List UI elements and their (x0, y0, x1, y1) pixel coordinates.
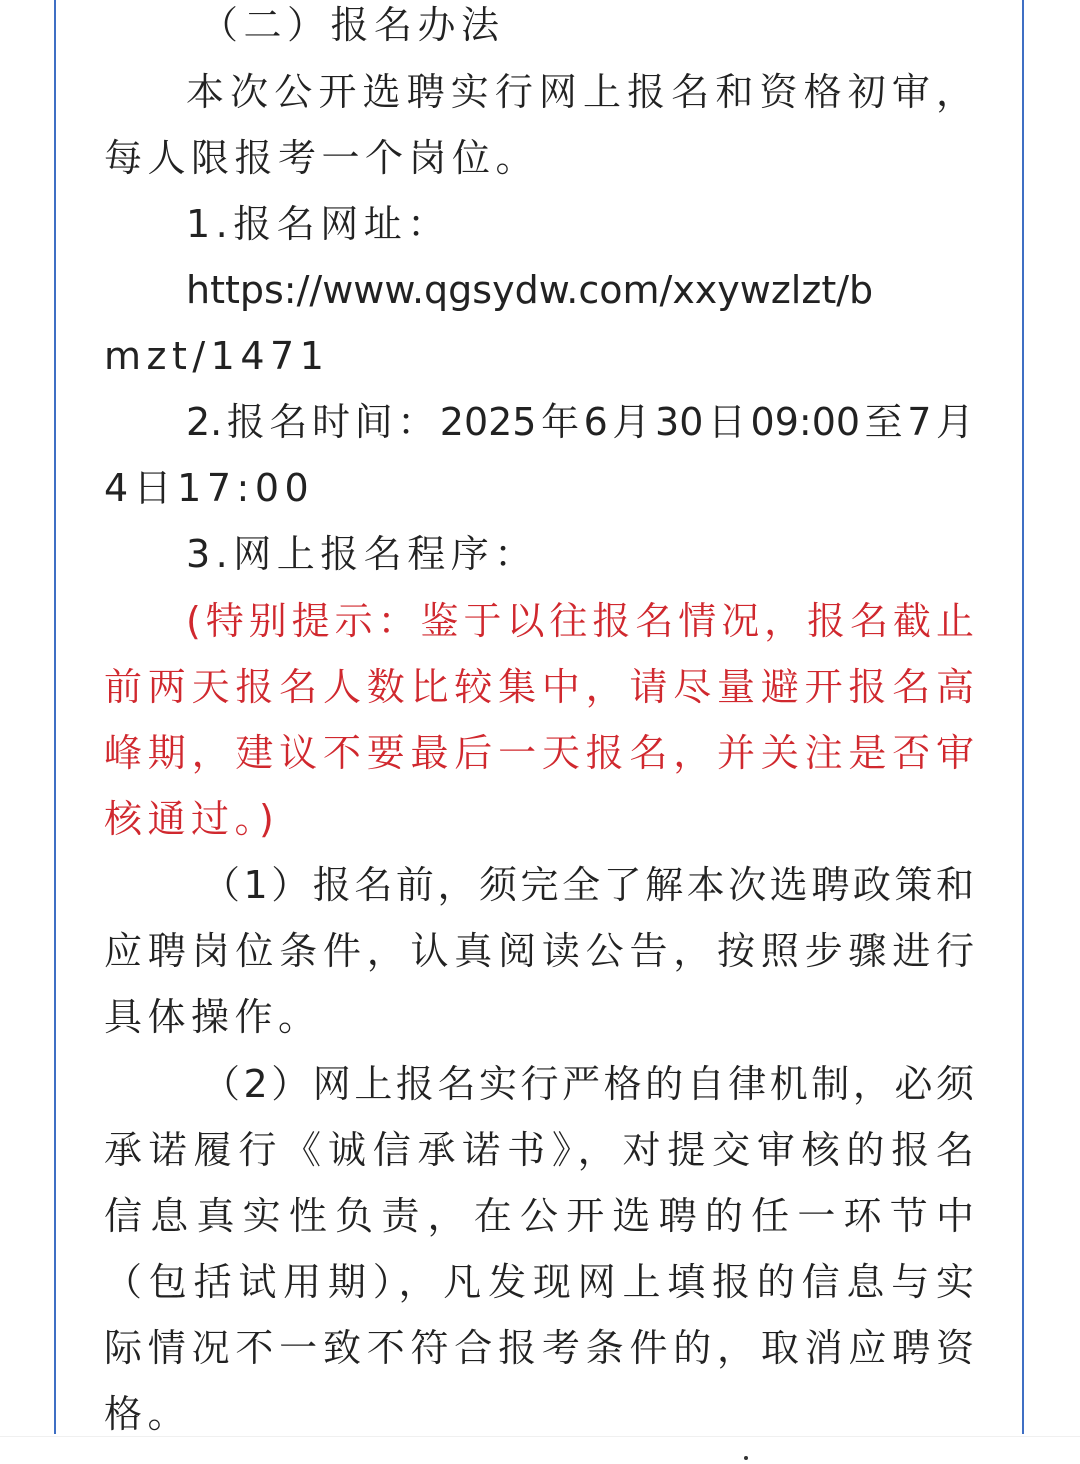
notice-line: 前两天报名人数比较集中，请尽量避开报名高 (104, 665, 974, 709)
paragraph-line: （包括试用期），凡发现网上填报的信息与实 (104, 1260, 974, 1304)
paragraph-line: （1）报名前，须完全了解本次选聘政策和 (202, 863, 974, 907)
paragraph-line: 际情况不一致不符合报考条件的，取消应聘资 (104, 1326, 974, 1370)
paragraph-line: 格。 (104, 1392, 192, 1436)
paragraph-line: 本次公开选聘实行网上报名和资格初审， (186, 70, 974, 114)
notice-line: 核通过。) (104, 797, 280, 841)
registration-url-link[interactable]: mzt/1471 (104, 334, 330, 378)
page-footer (0, 1436, 1080, 1464)
scroll-indicator-dot (744, 1456, 748, 1460)
paragraph-line: 应聘岗位条件，认真阅读公告，按照步骤进行 (104, 929, 974, 973)
paragraph-line: 每人限报考一个岗位。 (104, 136, 540, 180)
item-label: 3.网上报名程序： (186, 532, 538, 576)
paragraph-line: （2）网上报名实行严格的自律机制，必须 (202, 1062, 974, 1106)
registration-url-link[interactable]: https://www.qgsydw.com/xxywzlzt/b (186, 268, 874, 312)
registration-time: 2.报名时间：2025年6月30日09:00至7月 (186, 400, 974, 444)
paragraph-line: 信息真实性负责，在公开选聘的任一环节中 (104, 1194, 974, 1238)
paragraph-line: 具体操作。 (104, 995, 322, 1039)
paragraph-line: 承诺履行《诚信承诺书》，对提交审核的报名 (104, 1128, 974, 1172)
notice-line: 峰期，建议不要最后一天报名，并关注是否审 (104, 731, 974, 775)
registration-time: 4日17:00 (104, 466, 315, 510)
notice-line: (特别提示：鉴于以往报名情况，报名截止 (186, 599, 974, 643)
section-heading: （二）报名办法 (200, 3, 505, 47)
item-label: 1.报名网址： (186, 202, 451, 246)
